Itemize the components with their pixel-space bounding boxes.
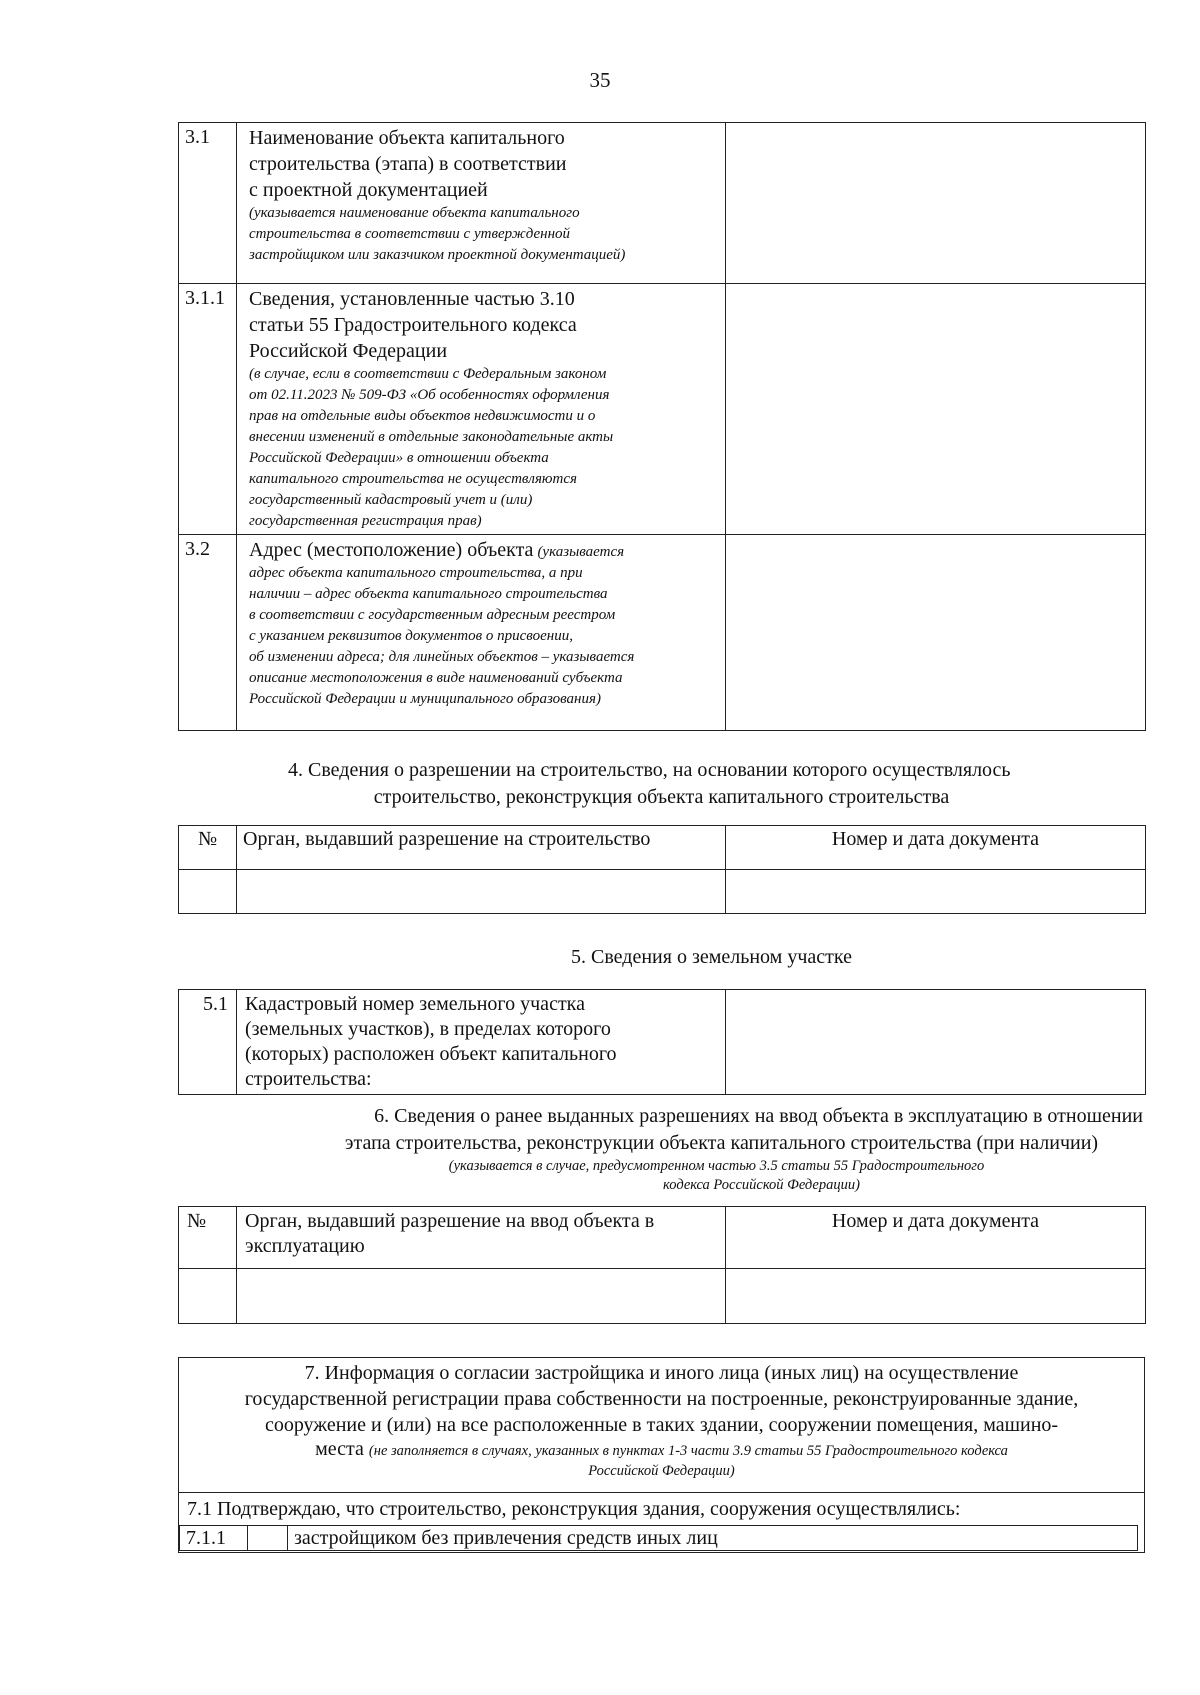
column-header: № — [179, 826, 237, 870]
column-header: № — [179, 1207, 237, 1269]
table-cell[interactable] — [179, 1269, 237, 1324]
table-row — [179, 1269, 1146, 1324]
table-row — [180, 1526, 1138, 1551]
checkbox-cell[interactable] — [248, 1526, 288, 1551]
table-row — [179, 870, 1146, 914]
article-info-value[interactable] — [726, 284, 1146, 535]
section7-heading: 7. Информация о согласии застройщика и иного лица (иных лиц) на осуществление государственной регистрации права собственности на построенные, реконструированные здание, сооружение и (или) на все расположенные в таких здании, сооружении помещения, машино- места (не заполняется в случаях, указанных в пунктах 1-3 части 3.9 статьи 55 Градостроительного кодекса Российской Федерации) — [244, 1362, 1079, 1479]
article-info-label: Сведения, установленные частью 3.10 статьи 55 Градостроительного кодекса Российской Федерации (в случае, если в соответствии с Федеральным законом от 02.11.2023 № 509-ФЗ «Об особенностях оформления прав на отдельные виды объектов недвижимости и о внесении изменений в отдельные законодательные акты Российской Федерации» в отношении объекта капитального строительства не осуществляются государственный кадастровый учет и (или) государственная регистрация прав) — [237, 284, 726, 535]
option-text: застройщиком без привлечения средств иных лиц — [288, 1526, 1138, 1551]
column-header: Номер и дата документа — [726, 826, 1146, 870]
address-label: Адрес (местоположение) объекта (указывается адрес объекта капитального строительства, а при наличии – адрес объекта капитального строительства в соответствии с государственным адресным реестром с указанием реквизитов документов о присвоении, об изменении адреса; для линейных объектов – указывается описание местоположения в виде наименований субъекта Российской Федерации и муниципального образования) — [237, 535, 726, 731]
table-header-row — [179, 826, 1146, 870]
table-cell[interactable] — [726, 870, 1146, 914]
table-cell[interactable] — [237, 1269, 726, 1324]
table-cell[interactable] — [726, 1269, 1146, 1324]
table-cell[interactable] — [179, 870, 237, 914]
object-name-label: Наименование объекта капитального строительства (этапа) в соответствии с проектной документацией (указывается наименование объекта капитального строительства в соответствии с утвержденной застройщиком или заказчиком проектной документацией) — [237, 123, 726, 284]
confirm-options-table — [179, 1525, 1138, 1551]
table-header-row — [179, 1207, 1146, 1269]
land-plot-table — [178, 989, 1146, 1095]
page-number: 35 — [589, 68, 611, 92]
permit-table — [178, 825, 1146, 914]
table-row — [179, 535, 1146, 731]
table-row — [179, 123, 1146, 284]
row-number: 5.1 — [179, 990, 237, 1095]
address-value[interactable] — [726, 535, 1146, 731]
row-number: 3.2 — [179, 535, 237, 731]
object-name-value[interactable] — [726, 123, 1146, 284]
section4-heading: 4. Сведения о разрешении на строительство, на основании которого осуществлялось строительство, реконструкция объекта капитального строительства — [288, 759, 1011, 808]
row-number: 7.1.1 — [180, 1526, 248, 1551]
prior-permits-table — [178, 1206, 1146, 1324]
cadastral-label: Кадастровый номер земельного участка (земельных участков), в пределах которого (которых) расположен объект капитального строительства: — [237, 990, 726, 1095]
section6-heading: 6. Сведения о ранее выданных разрешениях на ввод объекта в эксплуатацию в отношении этапа строительства, реконструкции объекта капитального строительства (при наличии) (указывается в случае, предусмотренном частью 3.5 статьи 55 Градостроительного кодекса Российской Федерации) — [344, 1105, 1143, 1193]
column-header: Орган, выдавший разрешение на ввод объекта в эксплуатацию — [237, 1207, 726, 1269]
divider — [179, 1492, 1144, 1493]
column-header: Номер и дата документа — [726, 1207, 1146, 1269]
consent-section — [178, 1357, 1145, 1553]
confirm-text: 7.1 Подтверждаю, что строительство, реконструкция здания, сооружения осуществлялись: — [187, 1498, 961, 1520]
column-header: Орган, выдавший разрешение на строительство — [237, 826, 726, 870]
table-row — [179, 284, 1146, 535]
object-info-table — [178, 122, 1146, 731]
cadastral-value[interactable] — [726, 990, 1146, 1095]
section5-heading: 5. Сведения о земельном участке — [571, 946, 852, 968]
row-number: 3.1.1 — [179, 284, 237, 535]
row-number: 3.1 — [179, 123, 237, 284]
table-row — [179, 990, 1146, 1095]
table-cell[interactable] — [237, 870, 726, 914]
